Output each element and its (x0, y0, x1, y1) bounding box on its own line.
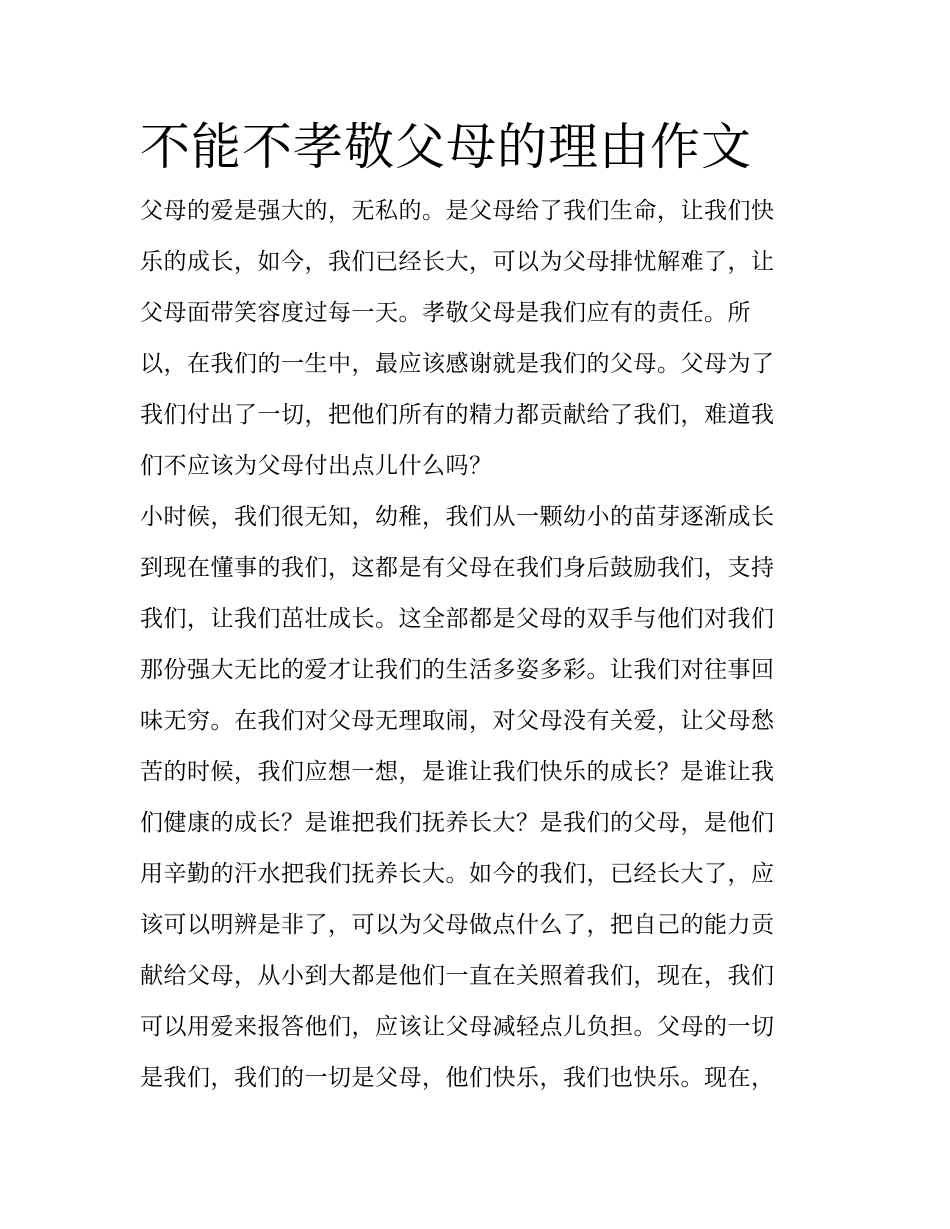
text-line: 以，在我们的一生中，最应该感谢就是我们的父母。父母为了 (140, 351, 775, 377)
text-line: 们健康的成长？是谁把我们抚养长大？是我们的父母，是他们 (140, 810, 775, 836)
document-title: 不能不孝敬父母的理由作文 (140, 118, 752, 176)
text-line: 可以用爱来报答他们，应该让父母减轻点儿负担。父母的一切 (140, 1014, 775, 1040)
text-line: 我们，让我们茁壮成长。这全部都是父母的双手与他们对我们 (140, 606, 775, 632)
text-line: 们不应该为父母付出点儿什么吗？ (140, 453, 493, 479)
text-line: 到现在懂事的我们，这都是有父母在我们身后鼓励我们，支持 (140, 555, 775, 581)
text-line: 献给父母，从小到大都是他们一直在关照着我们，现在，我们 (140, 963, 775, 989)
document-page (140, 112, 820, 1104)
text-line: 小时候，我们很无知，幼稚，我们从一颗幼小的苗芽逐渐成长 (140, 504, 775, 530)
text-line: 父母面带笑容度过每一天。孝敬父母是我们应有的责任。所 (140, 300, 751, 326)
text-line: 是我们，我们的一切是父母，他们快乐，我们也快乐。现在， (140, 1065, 775, 1091)
text-line: 父母的爱是强大的，无私的。是父母给了我们生命，让我们快 (140, 198, 775, 224)
text-line: 乐的成长，如今，我们已经长大，可以为父母排忧解难了，让 (140, 249, 775, 275)
text-line: 用辛勤的汗水把我们抚养长大。如今的我们，已经长大了，应 (140, 861, 775, 887)
text-line: 那份强大无比的爱才让我们的生活多姿多彩。让我们对往事回 (140, 657, 775, 683)
text-line: 我们付出了一切，把他们所有的精力都贡献给了我们，难道我 (140, 402, 775, 428)
text-line: 该可以明辨是非了，可以为父母做点什么了，把自己的能力贡 (140, 912, 775, 938)
text-line: 味无穷。在我们对父母无理取闹，对父母没有关爱，让父母愁 (140, 708, 775, 734)
text-line: 苦的时候，我们应想一想，是谁让我们快乐的成长？是谁让我 (140, 759, 775, 785)
document-body (140, 186, 820, 1104)
